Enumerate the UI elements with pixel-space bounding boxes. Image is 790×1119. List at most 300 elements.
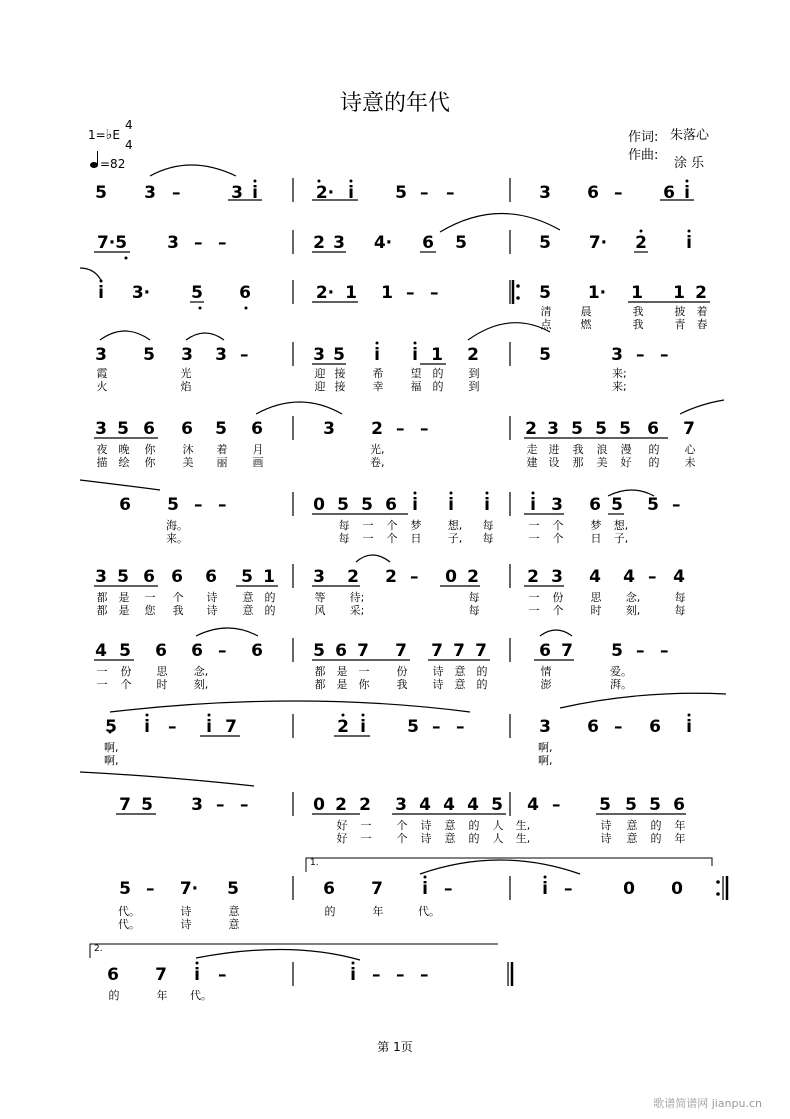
dash: –: [194, 495, 203, 515]
lyric: 来。: [166, 532, 188, 545]
lyric: 的: [432, 380, 444, 393]
lyric: 诗: [600, 819, 612, 832]
note: 6: [107, 965, 119, 985]
dash: –: [172, 183, 181, 203]
note: i: [98, 283, 104, 303]
lyric: 的: [324, 905, 336, 918]
note: 1: [431, 345, 443, 365]
note: 6: [663, 183, 675, 203]
note: i: [412, 345, 418, 365]
lyric: 一: [528, 604, 540, 617]
note: i: [448, 495, 454, 515]
note: 1: [381, 283, 393, 303]
lyric: 心: [684, 443, 696, 456]
note: 5: [337, 495, 349, 515]
note: 7: [431, 641, 443, 661]
note: i: [684, 183, 690, 203]
note: 1: [345, 283, 357, 303]
dash: –: [430, 283, 439, 303]
lyric: 诗: [180, 918, 192, 931]
lyric: 待;: [349, 591, 365, 604]
note: 5: [539, 233, 551, 253]
note: 2: [313, 233, 325, 253]
note: i: [542, 879, 548, 899]
note: 5: [95, 183, 107, 203]
dash: –: [218, 965, 227, 985]
lyric: 啊,: [538, 754, 553, 767]
lyric: 个: [172, 591, 184, 604]
lyric: 年: [372, 905, 384, 918]
lyric: 到: [468, 367, 480, 380]
lyric: 的: [108, 989, 120, 1002]
time-bottom: 4: [125, 138, 133, 152]
note: 3: [95, 419, 107, 439]
lyric: 一: [96, 665, 108, 678]
note: 2: [359, 795, 371, 815]
note: 2: [337, 717, 349, 737]
dash: –: [372, 965, 381, 985]
key-note: E: [112, 128, 120, 142]
lyric: 火: [96, 380, 108, 393]
lyric: 一: [362, 532, 374, 545]
lyric: 着: [696, 305, 708, 318]
note: i: [350, 965, 356, 985]
note: 7: [453, 641, 465, 661]
note: 4: [623, 567, 635, 587]
lyric: 意: [242, 591, 254, 604]
lyricist-name: 朱落心: [670, 128, 710, 143]
note: 7: [561, 641, 573, 661]
note: i: [530, 495, 536, 515]
lyric: 一: [358, 665, 370, 678]
note: 6: [171, 567, 183, 587]
lyric: 希: [372, 367, 384, 380]
note: 5: [167, 495, 179, 515]
dash: –: [672, 495, 681, 515]
key-flat: ♭: [105, 127, 113, 143]
lyric: 想,: [447, 519, 463, 532]
note: 4: [95, 641, 107, 661]
lyric: 代。: [190, 989, 212, 1002]
dash: –: [552, 795, 561, 815]
note: 6: [385, 495, 397, 515]
lyric: 海。: [166, 519, 188, 532]
dash: –: [406, 283, 415, 303]
note: 5: [141, 795, 153, 815]
note: i: [144, 717, 150, 737]
lyric: 是: [118, 604, 130, 617]
lyric: 点: [540, 318, 552, 331]
composer-label: 作曲:: [628, 148, 659, 163]
lyric: 个: [552, 519, 564, 532]
lyric: 子,: [447, 532, 463, 545]
dash: –: [396, 419, 405, 439]
note: 5: [649, 795, 661, 815]
note: 2: [385, 567, 397, 587]
note: 6: [143, 567, 155, 587]
lyric: 是: [336, 678, 348, 691]
lyric: 意: [626, 832, 638, 845]
lyric: 卷,: [370, 456, 385, 469]
lyric: 迎: [314, 380, 326, 393]
lyric: 走: [526, 443, 538, 456]
lyric: 啊,: [104, 741, 119, 754]
note: i: [484, 495, 490, 515]
lyric: 代。: [118, 905, 140, 918]
lyric: 诗: [206, 591, 218, 604]
note: 0: [623, 879, 635, 899]
note: 5: [611, 641, 623, 661]
note: 6: [251, 419, 263, 439]
dash: –: [168, 717, 177, 737]
lyric: 我: [632, 305, 644, 318]
lyric: 我: [172, 604, 184, 617]
composer-name: 涂 乐: [674, 156, 705, 171]
note: 2: [347, 567, 359, 587]
lyric: 风: [314, 604, 326, 617]
note: 7: [155, 965, 167, 985]
note: i: [194, 965, 200, 985]
lyric: 诗: [432, 665, 444, 678]
lyric: 诗: [420, 832, 432, 845]
lyric: 代。: [118, 918, 140, 931]
dash: –: [420, 419, 429, 439]
note: 2: [635, 233, 647, 253]
lyric: 湃。: [610, 678, 632, 691]
lyric: 建: [526, 456, 538, 469]
note: 6: [587, 717, 599, 737]
note: 7: [371, 879, 383, 899]
lyric: 个: [386, 519, 398, 532]
lyric: 刻,: [625, 604, 641, 617]
dash: –: [420, 965, 429, 985]
lyric: 个: [386, 532, 398, 545]
note: 0: [313, 495, 325, 515]
lyric: 啊,: [538, 741, 553, 754]
lyric: 好: [620, 456, 632, 469]
note: 5: [407, 717, 419, 737]
note: 4: [589, 567, 601, 587]
note: i: [252, 183, 258, 203]
note: 0: [671, 879, 683, 899]
lyric: 的: [468, 819, 480, 832]
lyric: 你: [358, 678, 370, 691]
lyric: 都: [96, 591, 108, 604]
note: 6: [323, 879, 335, 899]
lyric: 丽: [216, 456, 228, 469]
note: 5: [571, 419, 583, 439]
lyric: 梦: [410, 519, 422, 532]
lyricist-label: 作词:: [628, 130, 659, 145]
lyric: 诗: [206, 604, 218, 617]
note: 3: [551, 567, 563, 587]
dash: –: [660, 345, 669, 365]
dash: –: [218, 641, 227, 661]
note: 3: [181, 345, 193, 365]
note: i: [686, 233, 692, 253]
lyric: 着: [216, 443, 228, 456]
note: i: [206, 717, 212, 737]
lyric: 一: [144, 591, 156, 604]
lyric: 念,: [625, 591, 641, 604]
dash: –: [240, 795, 249, 815]
lyric: 的: [264, 591, 276, 604]
lyric: 诗: [420, 819, 432, 832]
lyric: 福: [410, 380, 422, 393]
note: 3: [231, 183, 243, 203]
note: 7·: [179, 879, 199, 899]
lyric: 幸: [372, 380, 384, 393]
lyric: 份: [120, 665, 132, 678]
dash: –: [432, 717, 441, 737]
note: 6: [647, 419, 659, 439]
lyric: 澎: [540, 678, 552, 691]
dash: –: [660, 641, 669, 661]
lyric: 的: [648, 443, 660, 456]
note: 3: [313, 345, 325, 365]
lyric: 意: [454, 665, 466, 678]
note: 7: [357, 641, 369, 661]
lyric: 日: [590, 532, 602, 545]
note: 7·5: [96, 233, 128, 253]
page-title: 诗意的年代: [339, 91, 450, 116]
lyric: 设: [548, 456, 560, 469]
lyric: 一: [362, 519, 374, 532]
dash: –: [420, 183, 429, 203]
lyric: 每: [468, 591, 480, 604]
note: 0: [445, 567, 457, 587]
note: 3: [167, 233, 179, 253]
note: 5: [333, 345, 345, 365]
note: 7: [119, 795, 131, 815]
note: 3·: [131, 283, 151, 303]
lyric: 每: [674, 591, 686, 604]
note: 6: [673, 795, 685, 815]
dash: –: [648, 567, 657, 587]
lyric: 焰: [180, 380, 192, 393]
note: 2·: [315, 183, 335, 203]
note: 3: [551, 495, 563, 515]
lyric: 梦: [590, 519, 602, 532]
note: 5: [491, 795, 503, 815]
note: 0: [313, 795, 325, 815]
note: 6: [155, 641, 167, 661]
note: 3: [191, 795, 203, 815]
note: i: [422, 879, 428, 899]
lyric: 漫: [620, 443, 632, 456]
lyric: 每: [338, 519, 350, 532]
note: 6: [181, 419, 193, 439]
note: 3: [539, 717, 551, 737]
lyric: 我: [632, 318, 644, 331]
lyric: 思: [590, 591, 602, 604]
dash: –: [614, 183, 623, 203]
note: 5: [611, 495, 623, 515]
note: 5: [595, 419, 607, 439]
dash: –: [194, 233, 203, 253]
lyric: 都: [314, 678, 326, 691]
lyric: 燃: [580, 318, 592, 331]
note: 7: [475, 641, 487, 661]
watermark: 歌谱简谱网 jianpu.cn: [653, 1097, 762, 1110]
lyric: 每: [482, 532, 494, 545]
lyric: 你: [144, 456, 156, 469]
note: 3: [323, 419, 335, 439]
note: 3: [95, 345, 107, 365]
note: 3: [547, 419, 559, 439]
lyric: 接: [334, 380, 346, 393]
dash: –: [218, 495, 227, 515]
lyric: 个: [396, 832, 408, 845]
note: 7: [225, 717, 237, 737]
lyric: 一: [528, 591, 540, 604]
lyric: 浪: [596, 443, 608, 456]
lyric: 个: [552, 532, 564, 545]
lyric: 意: [444, 832, 456, 845]
lyric: 美: [182, 456, 194, 469]
note: 5: [227, 879, 239, 899]
lyric: 爱。: [610, 665, 632, 678]
note: 5: [313, 641, 325, 661]
lyric: 代。: [418, 905, 440, 918]
dash: –: [456, 717, 465, 737]
note: i: [374, 345, 380, 365]
lyric: 念,: [193, 665, 209, 678]
dash: –: [614, 717, 623, 737]
lyric: 的: [476, 678, 488, 691]
lyric: 好: [336, 819, 348, 832]
lyric: 进: [548, 443, 560, 456]
lyric: 夜: [96, 443, 108, 456]
lyric: 的: [650, 832, 662, 845]
lyric: 迎: [314, 367, 326, 380]
volta-2-label: 2.: [94, 944, 103, 954]
lyric: 来;: [612, 380, 627, 393]
lyric: 一: [360, 819, 372, 832]
lyric: 情: [540, 665, 552, 678]
lyric: 人: [492, 819, 504, 832]
note: 5: [539, 345, 551, 365]
lyric: 年: [156, 989, 168, 1002]
lyric: 我: [396, 678, 408, 691]
lyric: 的: [648, 456, 660, 469]
note: 5: [599, 795, 611, 815]
lyric: 春: [696, 318, 708, 331]
note: 2·: [315, 283, 335, 303]
note: 3: [333, 233, 345, 253]
key-prefix: 1=: [88, 128, 106, 142]
lyric: 霞: [96, 367, 108, 380]
note: 5: [191, 283, 203, 303]
lyric: 意: [444, 819, 456, 832]
lyric: 意: [454, 678, 466, 691]
note: 5: [117, 567, 129, 587]
lyric: 都: [96, 604, 108, 617]
note: 6: [587, 183, 599, 203]
note: 2: [527, 567, 539, 587]
note: i: [686, 717, 692, 737]
note: 4: [673, 567, 685, 587]
note: 6: [649, 717, 661, 737]
note: 5: [395, 183, 407, 203]
lyric: 份: [396, 665, 408, 678]
note: 5: [539, 283, 551, 303]
lyric: 每: [674, 604, 686, 617]
lyric: 你: [144, 443, 156, 456]
lyric: 思: [156, 665, 168, 678]
note: 6: [119, 495, 131, 515]
lyric: 一: [96, 678, 108, 691]
lyric: 刻,: [193, 678, 209, 691]
lyric: 接: [334, 367, 346, 380]
note: 3: [144, 183, 156, 203]
lyric: 采;: [349, 604, 365, 617]
lyric: 个: [120, 678, 132, 691]
lyric: 啊,: [104, 754, 119, 767]
note: 5: [143, 345, 155, 365]
note: 6: [191, 641, 203, 661]
volta-1-label: 1.: [310, 858, 319, 868]
note: 1·: [587, 283, 607, 303]
note: 5: [117, 419, 129, 439]
lyric: 画: [252, 456, 264, 469]
note: i: [348, 183, 354, 203]
lyric: 您: [144, 604, 156, 617]
lyric: 清: [540, 305, 552, 318]
tempo: =82: [100, 157, 126, 171]
lyric: 绘: [118, 456, 130, 469]
note: 3: [395, 795, 407, 815]
lyric: 光,: [370, 443, 385, 456]
note: 5: [105, 717, 117, 737]
lyric: 我: [572, 443, 584, 456]
note: 6: [251, 641, 263, 661]
lyric: 是: [118, 591, 130, 604]
dash: –: [444, 879, 453, 899]
dash: –: [396, 965, 405, 985]
lyric: 的: [650, 819, 662, 832]
note: 3: [539, 183, 551, 203]
lyric: 光: [180, 367, 192, 380]
note: 1: [263, 567, 275, 587]
dash: –: [146, 879, 155, 899]
lyric: 一: [360, 832, 372, 845]
page-number: 第 1页: [377, 1040, 413, 1054]
note: 6: [335, 641, 347, 661]
lyric: 人: [492, 832, 504, 845]
lyric: 的: [468, 832, 480, 845]
lyric: 想,: [613, 519, 629, 532]
lyric: 每: [468, 604, 480, 617]
lyric: 晨: [580, 305, 592, 318]
lyric: 年: [674, 819, 686, 832]
note: 5: [119, 879, 131, 899]
lyric: 时: [156, 678, 168, 691]
note: 2: [371, 419, 383, 439]
lyric: 那: [572, 456, 584, 469]
note: 4: [443, 795, 455, 815]
lyric: 子,: [613, 532, 629, 545]
lyric: 的: [476, 665, 488, 678]
lyric: 诗: [180, 905, 192, 918]
lyric: 每: [338, 532, 350, 545]
dash: –: [216, 795, 225, 815]
time-top: 4: [125, 118, 133, 132]
lyric: 晚: [118, 443, 130, 456]
note: 3: [313, 567, 325, 587]
lyric: 未: [684, 456, 696, 469]
lyric: 一: [528, 519, 540, 532]
